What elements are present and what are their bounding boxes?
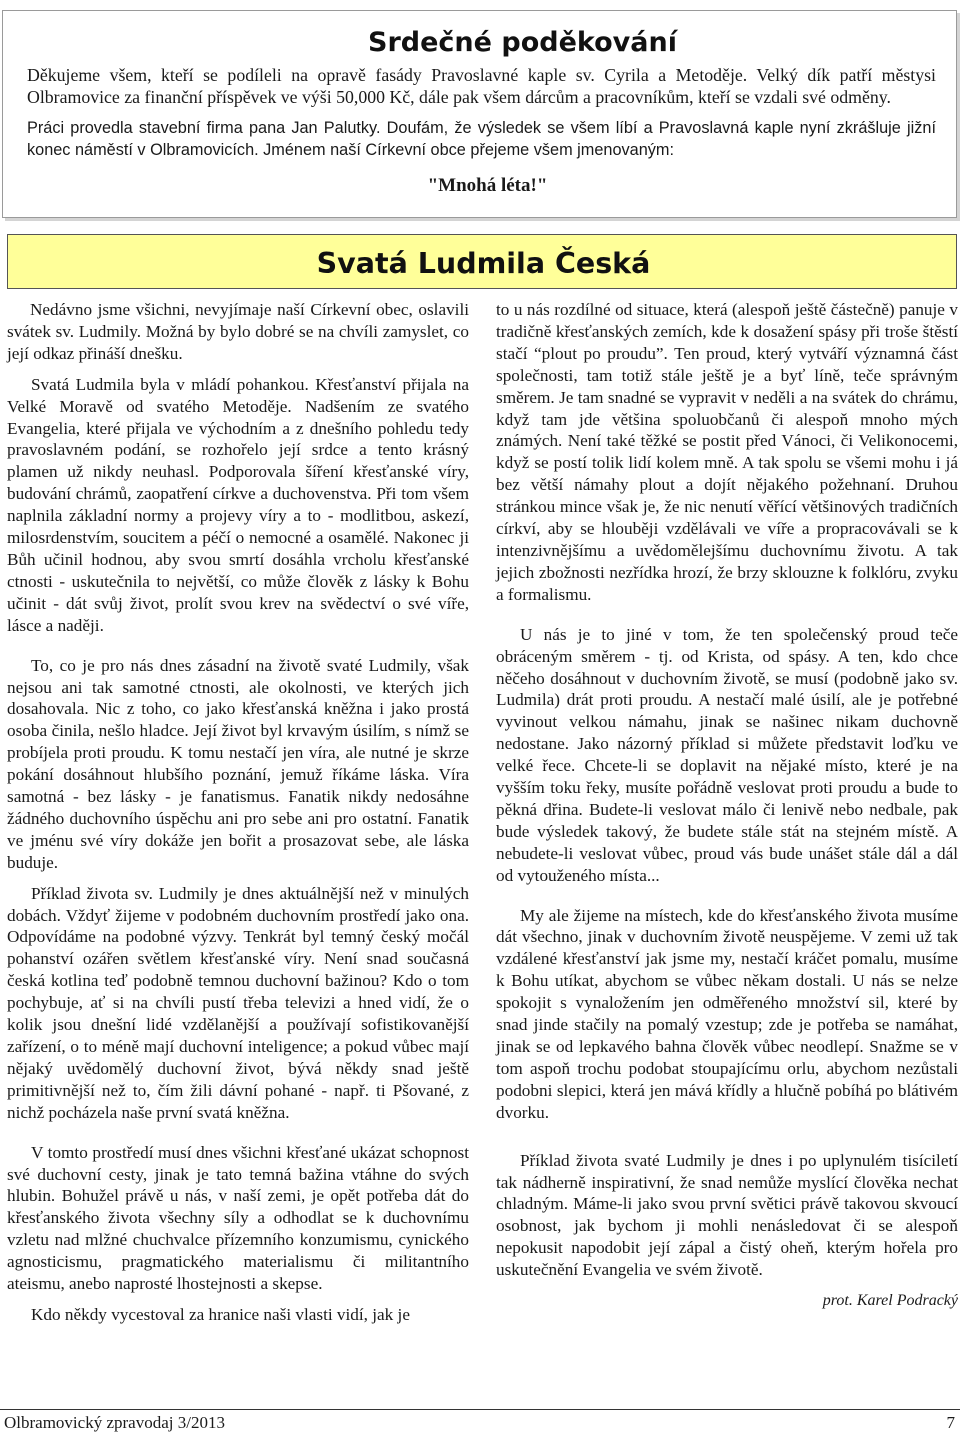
article-paragraph: Příklad života svaté Ludmily je dnes i po uplynulém tisíciletí tak nádherně inspirativní, že snad nemůže myslící člověka nechat chladným. Máme-li jako svou první světici právě takovou skvoucí osobnost, jak bychom ji mohli nenásledovat či se alespoň nepokusit napodobit její zápal a čistý oheň, kterým hořela pro uskutečnění Evangelia ve svém životě. <box>496 1150 958 1280</box>
thanks-paragraph-1: Děkujeme všem, kteří se podíleli na opravě fasády Pravoslavné kaple sv. Cyrila a Metoděje. Velký dík patří městysi Olbramovice za finanční příspěvek ve výši 50,000 Kč, dále pak všem dárcům a pracovníkům, kteří se vzdali své odměny. <box>27 65 936 107</box>
article-title-banner: Svatá Ludmila Česká <box>7 234 957 289</box>
footer-publication: Olbramovický zpravodaj 3/2013 <box>4 1413 225 1432</box>
article-paragraph: U nás je to jiné v tom, že ten společenský proud teče obráceným směrem - tj. od Krista, od spásy. A ten, kdo chce něčeho dosáhnout v duchovním životě, se musí (podobně jako sv. Ludmila) drát proti proudu. A nestačí malé úsilí, ale je potřebné vyvinout velkou námahu, jinak se našinec nikam duchovně nedostane. Jako názorný příklad si můžete představit loďku ve velké řece. Chcete-li se doplavit na nějaké místo, které je na vyšším toku řeky, musíte pořádně veslovat proti proudu a bude to pěkná dřina. Budete-li veslovat málo či lenivě nebo nedbale, pak bude výsledek takový, že budete stále stát na stejném místě. A nebudete-li veslovat vůbec, proud vás bude unášet stále dál a dál od vytouženého místa... <box>496 624 958 885</box>
article-paragraph: Kdo někdy vycestoval za hranice naši vlasti vidí, jak je <box>31 1304 410 1324</box>
article-right-column <box>496 299 958 1312</box>
page-number: 7 <box>946 1413 955 1432</box>
article-left-column <box>7 299 469 1335</box>
article-paragraph: My ale žijeme na místech, kde do křesťanského života musíme dát všechno, jinak v duchovním životě neuspějeme. V zemi už tak vzdálené křesťanství jak jsme my, nestačí kráčet pomalu, musíme k Bohu utíkat, abychom se vůbec někam dostali. U nás se nelze spokojit s vynaložením jen odměřeného množství sil, které by snad jinde stačily na pomalý vzestup; zde je potřeba se namáhat, jinak se od lepkavého bahna člověk vůbec neodlepí. Snažme se v tom aspoň trochu podobat stoupajícímu orlu, abychom nezůstali podobni slepici, která jen mává křídly a hlučně pobíhá po blátivém dvorku. <box>496 905 958 1122</box>
thanks-title: Srdečné poděkování <box>368 27 677 58</box>
footer-divider <box>0 1409 960 1410</box>
article-paragraph: to u nás rozdílné od situace, která (alespoň ještě částečně) panuje v tradičně křesťanských zemích, kde k dosažení spásy při troše štěstí stačí “plout po proudu”. Ten proud, který vytváří významná část společnosti, tam totiž stále ještě je a byť líně, teče správným směrem. Je tam snadné se vypravit v neděli a na svátek do chrámu, když tam jde většina spoluobčanů či alespoň mnoho mých známých. Není také těžké se postit před Vánoci, či Velikonocemi, když se postí tolik lidí kolem mně. A tak spolu se všemi mohu i já bez větší námahy plout a dojít nějakého požehnaní. Druhou stránkou mince však je, že nic nenutí věřící většinových tradičních církví, aby se hlouběji vzdělávali ve víře a propracovávali se k intenzivnějšímu a uvědomělejšímu duchovnímu životu. A tak jejich zbožnosti nezřídka hrozí, že brzy sklouzne k folklóru, zvyku a formalismu. <box>496 300 958 604</box>
thanks-paragraph-2: Práci provedla stavební firma pana Jan Palutky. Doufám, že výsledek se všem líbí a Pravoslavná kaple nyní zkrášluje jižní konec náměstí v Olbramovicích. Jménem naší Církevní obce přejeme všem jmenovaným: <box>27 119 936 159</box>
thanks-box <box>2 10 957 218</box>
article-paragraph: Nedávno jsme všichni, nevyjímaje naší Církevní obec, oslavili svátek sv. Ludmily. Možná by bylo dobré se na chvíli zamyslet, co její odkaz přináší dnešku. <box>7 300 469 363</box>
article-paragraph: To, co je pro nás dnes zásadní na životě svaté Ludmily, však nejsou ani tak samotné ctnosti, ale okolnosti, ve kterých jich dosahovala. Nic z toho, co jako křesťanská kněžna i jako prostá osoba činila, nešlo hladce. Její život byl krvavým úsilím, s nímž se probíjela proti proudu. K tomu nestačí jen víra, ale nutné je skrze pokání dosáhnout hlubšího poznání, jemuž říkáme láska. Víra samotná - bez lásky - je fanatismus. Fanatik nikdy nedosáhne žádného duchovního úspěchu ani pro sebe ani pro ostatní. Fanatik ve jménu své víry dokáže jen bořit a prosazovat sebe, ale láska buduje. <box>7 655 469 872</box>
article-paragraph: Příklad života sv. Ludmily je dnes aktuálnější než v minulých dobách. Vždyť žijeme v podobném duchovním prostředí jako ona. Odpovídáme na podobné výzvy. Tenkrát byl temný český močál pohanství ozářen světlem křesťanské víry. Není snad současná česká kotlina teď podobně temnou duchovní bažinou? Kdo o tom pochybuje, ať si na chvíli pustí třeba televizi a hned vidí, že o kolik jsou dnešní lidé vzdělanější a používají sofistikovanější zařízení, o to méně mají duchovní inteligence; a pokud vůbec mají nějaký uvědomělý duchovní život, bývá někdy snad ještě primitivnější než to, čím žili dávní pohané - např. ti Pšované, z nichž pocházela naše první svatá kněžna. <box>7 883 469 1122</box>
article-paragraph: V tomto prostředí musí dnes všichni křesťané ukázat schopnost své duchovní cesty, jinak je tato temná bažina vtáhne do svých hlubin. Bohužel právě u nás, v naší zemi, je opět potřeba dát do křesťanského života všechny síly a odhodlat se k duchovnímu vzletu nad mlžné chuchvalce přízemního konzumismu, cynického agnosticismu, pragmatického materialismu či militantního ateismu, anebo naprosté lhostejnosti a skepse. <box>7 1142 469 1294</box>
thanks-wish: "Mnohá léta!" <box>427 175 548 196</box>
article-author: prot. Karel Podracký <box>822 1292 958 1310</box>
article-paragraph: Svatá Ludmila byla v mládí pohankou. Křesťanství přijala na Velké Moravě od svatého Metoděje. Nadšením ze svatého Evangelia, které přijala ve východním a z dnešního pohledu tedy pravoslavném podání, se rozhořelo její srdce a tento krásný plamen už nikdy neuhasl. Podporovala šíření křesťanské víry, budování chrámů, zaopatření církve a duchovenstva. Při tom všem naplnila základní normy a projevy víry a to - modlitbou, askezí, milosrdenstvím, soucitem a péčí o nemocné a osamělé. Nakonec ji Bůh učinil hodnou, aby svou smrtí dosáhla vrcholu křesťanské ctnosti - uskutečnila to největší, co může člověk z lásky k Bohu učinit - dát svůj život, prolít svou krev na svědectví o své víře, lásce a naději. <box>7 374 469 635</box>
